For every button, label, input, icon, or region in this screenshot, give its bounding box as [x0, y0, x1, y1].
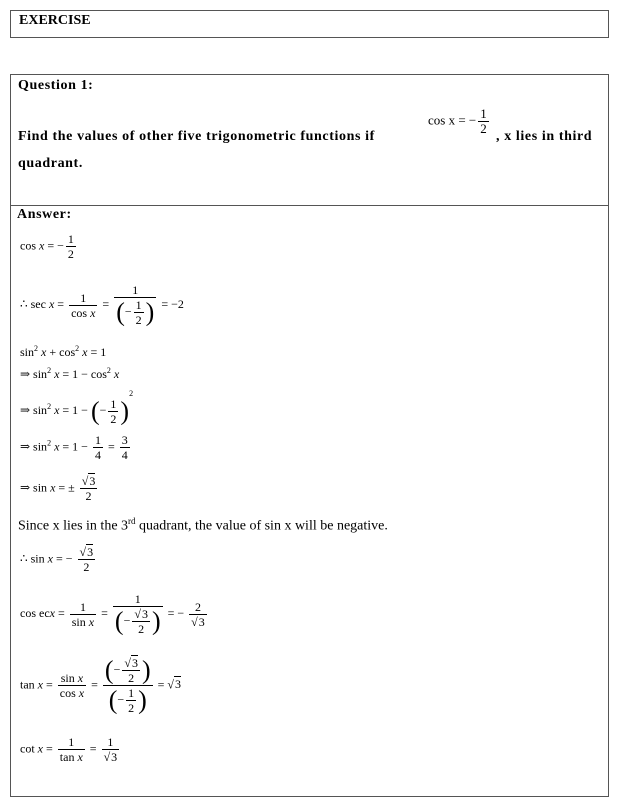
statement-a: Since x lies in the 3: [18, 518, 129, 534]
condition-num: 1: [480, 106, 487, 121]
condition-den: 2: [480, 121, 487, 136]
statement-sup: rd: [128, 516, 136, 526]
question-text-after: , x lies in third: [496, 129, 593, 144]
exercise-title: EXERCISE: [19, 13, 91, 28]
eq-sin: ∴ sin x = − $\frac{√3}{2}$: [20, 545, 94, 574]
question-text: [18, 129, 375, 145]
question-box: [10, 74, 609, 206]
eq-step3: ⇒ $\sin^2 x = 1$ − $\frac{1}{4}$ = $\frac{3}{4}$: [20, 433, 128, 462]
answer-statement: [18, 516, 388, 535]
statement-b: quadrant, the value of sin x will be negative.: [135, 518, 388, 534]
eq-cos: cos x = − $\frac{1}{2}$: [20, 232, 74, 261]
eq-step1: ⇒ $\sin^2 x = 1 - \cos^2 x$: [20, 366, 120, 381]
eq-cosec: cos ecx = $\frac{1}{\text{sin x}}$ = 1 (− $\frac{√3}{2}$ ) = − $\frac{2}{√3}$: [20, 592, 205, 636]
eq-step2: ⇒ $\sin^2 x = 1$ − (− $\frac{1}{2}$ )$^2$: [20, 389, 134, 426]
question-condition: [428, 107, 491, 136]
question-text-wrap: quadrant.: [18, 156, 83, 171]
answer-label: Answer:: [17, 207, 72, 222]
question-label: Question 1:: [18, 78, 94, 93]
question-text-before: Find the values of other five trigonometric functions if: [18, 129, 375, 144]
eq-identity: $\sin^2 x + \cos^2 x = 1$: [20, 344, 107, 359]
exercise-header: [10, 10, 609, 38]
eq-sec: ∴ sec x = $\frac{1}{\text{cos x}}$ = 1 (− $\frac{1}{2}$ ) = −2: [20, 283, 184, 327]
eq-tan: tan x = $\frac{\text{sin x}}{\text{cos x}}$ = (− $\frac{√3}{2}$ ) (− $\frac{1}{2}$ ) = √3: [20, 655, 181, 715]
eq-step4: ⇒ sin x = ± $\frac{√3}{2}$: [20, 474, 96, 503]
condition-lhs: cos x = −: [428, 112, 477, 128]
eq-cot: cot x = $\frac{1}{\text{tan x}}$ = $\frac{1}{√3}$: [20, 735, 118, 764]
